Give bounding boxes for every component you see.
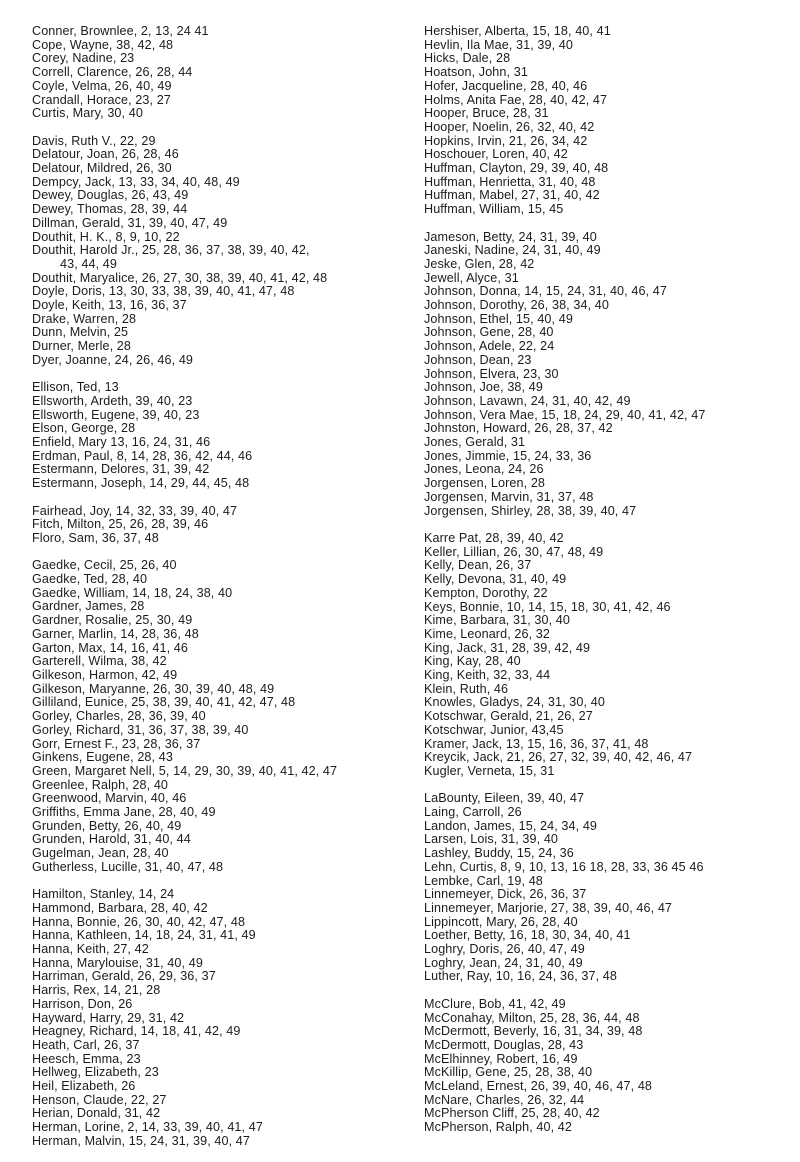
index-entry: Hamilton, Stanley, 14, 24 (32, 887, 175, 902)
index-entry: Gorley, Charles, 28, 36, 39, 40 (32, 709, 206, 724)
index-entry: Laing, Carroll, 26 (424, 805, 522, 820)
index-entry: Johnson, Dean, 23 (424, 352, 532, 367)
index-entry: Gorr, Ernest F., 23, 28, 36, 37 (32, 736, 201, 751)
index-entry: Dewey, Thomas, 28, 39, 44 (32, 202, 188, 217)
index-entry: Johnson, Elvera, 23, 30 (424, 366, 559, 381)
index-letter-group (424, 532, 800, 779)
index-entry: Henson, Claude, 22, 27 (32, 1092, 167, 1107)
index-entry: Kime, Barbara, 31, 30, 40 (424, 613, 571, 628)
index-entry: Hoschouer, Loren, 40, 42 (424, 147, 568, 162)
index-entry: LaBounty, Eileen, 39, 40, 47 (424, 791, 585, 806)
index-entry: Hooper, Noelin, 26, 32, 40, 42 (424, 119, 595, 134)
index-letter-group (424, 231, 800, 519)
index-entry: King, Kay, 28, 40 (424, 654, 521, 669)
index-entry: Douthit, Harold Jr., 25, 28, 36, 37, 38, 39, 40, 42, (32, 243, 310, 258)
index-letter-group (32, 888, 402, 1148)
index-entry: Durner, Merle, 28 (32, 339, 131, 354)
index-entry: Huffman, Mabel, 27, 31, 40, 42 (424, 188, 600, 203)
index-entry: Conner, Brownlee, 2, 13, 24 41 (32, 24, 209, 38)
index-entry: Gilkeson, Harmon, 42, 49 (32, 667, 178, 682)
index-entry: Landon, James, 15, 24, 34, 49 (424, 818, 598, 833)
index-entry: Green, Margaret Nell, 5, 14, 29, 30, 39, 40, 41, 42, 47 (32, 763, 338, 778)
index-entry: Hanna, Marylouise, 31, 40, 49 (32, 955, 203, 970)
index-entry: Huffman, Clayton, 29, 39, 40, 48 (424, 161, 609, 176)
index-entry: King, Jack, 31, 28, 39, 42, 49 (424, 640, 591, 655)
index-column-right (424, 25, 800, 1149)
index-entry: Linnemeyer, Dick, 26, 36, 37 (424, 887, 587, 902)
index-entry: Fairhead, Joy, 14, 32, 33, 39, 40, 47 (32, 503, 238, 518)
index-entry: Knowles, Gladys, 24, 31, 30, 40 (424, 695, 605, 710)
index-entry: Kramer, Jack, 13, 15, 16, 36, 37, 41, 48 (424, 736, 649, 751)
index-entry: Lippincott, Mary, 26, 28, 40 (424, 914, 578, 929)
index-entry: Kreycik, Jack, 21, 26, 27, 32, 39, 40, 42, 46, 47 (424, 750, 693, 765)
index-entry: Jones, Gerald, 31 (424, 435, 526, 450)
index-entry: Luther, Ray, 10, 16, 24, 36, 37, 48 (424, 969, 618, 984)
index-entry: Gaedke, Cecil, 25, 26, 40 (32, 558, 177, 573)
index-entry: Corey, Nadine, 23 (32, 51, 135, 66)
index-entry: McClure, Bob, 41, 42, 49 (424, 996, 566, 1011)
index-entry: Karre Pat, 28, 39, 40, 42 (424, 530, 564, 545)
index-entry: Doyle, Keith, 13, 16, 36, 37 (32, 298, 187, 313)
index-entry: Herman, Lorine, 2, 14, 33, 39, 40, 41, 47 (32, 1120, 263, 1135)
index-entry: Correll, Clarence, 26, 28, 44 (32, 65, 193, 80)
index-entry: Greenlee, Ralph, 28, 40 (32, 777, 169, 792)
index-entry: Delatour, Mildred, 26, 30 (32, 161, 172, 176)
index-entry: Kotschwar, Gerald, 21, 26, 27 (424, 709, 593, 724)
index-entry: McConahay, Milton, 25, 28, 36, 44, 48 (424, 1010, 640, 1025)
index-entry: Lembke, Carl, 19, 48 (424, 873, 543, 888)
index-entry: Coyle, Velma, 26, 40, 49 (32, 78, 172, 93)
index-entry: Curtis, Mary, 30, 40 (32, 106, 143, 121)
index-entry: Gugelman, Jean, 28, 40 (32, 846, 169, 861)
index-letter-group (424, 998, 800, 1135)
index-entry: Dillman, Gerald, 31, 39, 40, 47, 49 (32, 215, 228, 230)
index-entry: Drake, Warren, 28 (32, 311, 137, 326)
index-entry: Gilkeson, Maryanne, 26, 30, 39, 40, 48, 49 (32, 681, 275, 696)
index-entry: Dempcy, Jack, 13, 33, 34, 40, 48, 49 (32, 174, 240, 189)
index-entry: Griffiths, Emma Jane, 28, 40, 49 (32, 805, 216, 820)
index-entry: 43, 44, 49 (60, 256, 118, 271)
index-entry: Gorley, Richard, 31, 36, 37, 38, 39, 40 (32, 722, 249, 737)
index-entry: Grunden, Harold, 31, 40, 44 (32, 832, 191, 847)
index-entry: Delatour, Joan, 26, 28, 46 (32, 147, 179, 162)
index-entry: Gilliland, Eunice, 25, 38, 39, 40, 41, 42, 47, 48 (32, 695, 296, 710)
index-entry: McNare, Charles, 26, 32, 44 (424, 1092, 585, 1107)
index-entry: McDermott, Douglas, 28, 43 (424, 1037, 584, 1052)
index-entry: Jorgensen, Marvin, 31, 37, 48 (424, 489, 594, 504)
index-entry: Huffman, Henrietta, 31, 40, 48 (424, 174, 596, 189)
index-entry: Johnson, Gene, 28, 40 (424, 325, 554, 340)
index-entry: Cope, Wayne, 38, 42, 48 (32, 37, 174, 52)
index-entry: Gaedke, Ted, 28, 40 (32, 572, 148, 587)
index-entry: Jorgensen, Loren, 28 (424, 476, 546, 491)
index-entry: Hopkins, Irvin, 21, 26, 34, 42 (424, 133, 588, 148)
index-entry: Hanna, Bonnie, 26, 30, 40, 42, 47, 48 (32, 914, 246, 929)
index-entry: Jones, Leona, 24, 26 (424, 462, 544, 477)
index-column-left (32, 25, 402, 1162)
index-entry: Lashley, Buddy, 15, 24, 36 (424, 846, 574, 861)
index-entry: Estermann, Delores, 31, 39, 42 (32, 462, 210, 477)
index-entry: Kelly, Devona, 31, 40, 49 (424, 572, 567, 587)
index-entry: Hevlin, Ila Mae, 31, 39, 40 (424, 37, 574, 52)
index-entry: Harrison, Don, 26 (32, 996, 133, 1011)
index-entry: Janeski, Nadine, 24, 31, 40, 49 (424, 243, 601, 258)
index-entry: Lehn, Curtis, 8, 9, 10, 13, 16 18, 28, 33, 36 45 46 (424, 859, 704, 874)
index-entry: Hooper, Bruce, 28, 31 (424, 106, 549, 121)
index-entry: McDermott, Beverly, 16, 31, 34, 39, 48 (424, 1024, 643, 1039)
index-entry: Jewell, Alyce, 31 (424, 270, 519, 285)
index-letter-group (424, 792, 800, 984)
index-entry: Hanna, Keith, 27, 42 (32, 942, 149, 957)
index-entry: Floro, Sam, 36, 37, 48 (32, 530, 159, 545)
index-entry: Loether, Betty, 16, 18, 30, 34, 40, 41 (424, 928, 631, 943)
index-letter-group (32, 505, 402, 546)
index-entry: Jeske, Glen, 28, 42 (424, 256, 535, 271)
index-entry: Greenwood, Marvin, 40, 46 (32, 791, 187, 806)
index-entry: Johnson, Lavawn, 24, 31, 40, 42, 49 (424, 393, 631, 408)
index-entry: Huffman, William, 15, 45 (424, 202, 564, 217)
index-entry: Klein, Ruth, 46 (424, 681, 509, 696)
index-entry: Heagney, Richard, 14, 18, 41, 42, 49 (32, 1024, 241, 1039)
index-entry: McElhinney, Robert, 16, 49 (424, 1051, 578, 1066)
index-entry: Grunden, Betty, 26, 40, 49 (32, 818, 182, 833)
index-entry: Fitch, Milton, 25, 26, 28, 39, 46 (32, 517, 209, 532)
index-entry: Hellweg, Elizabeth, 23 (32, 1065, 159, 1080)
index-entry: Ellsworth, Eugene, 39, 40, 23 (32, 407, 200, 422)
index-entry: Herian, Donald, 31, 42 (32, 1106, 161, 1121)
index-letter-group (32, 135, 402, 368)
index-entry: Garton, Max, 14, 16, 41, 46 (32, 640, 189, 655)
index-entry: Estermann, Joseph, 14, 29, 44, 45, 48 (32, 476, 250, 491)
index-entry: Kelly, Dean, 26, 37 (424, 558, 532, 573)
index-entry: Erdman, Paul, 8, 14, 28, 36, 42, 44, 46 (32, 448, 253, 463)
index-entry: Garterell, Wilma, 38, 42 (32, 654, 167, 669)
index-entry: McPherson, Ralph, 40, 42 (424, 1120, 573, 1135)
index-entry: Elson, George, 28 (32, 421, 136, 436)
index-entry: Ellsworth, Ardeth, 39, 40, 23 (32, 393, 193, 408)
index-entry: Kotschwar, Junior, 43,45 (424, 722, 564, 737)
index-entry: Keller, Lillian, 26, 30, 47, 48, 49 (424, 544, 604, 559)
index-entry: Loghry, Doris, 26, 40, 47, 49 (424, 942, 585, 957)
index-entry: Kempton, Dorothy, 22 (424, 585, 548, 600)
index-entry: Hicks, Dale, 28 (424, 51, 511, 66)
index-entry: Johnson, Joe, 38, 49 (424, 380, 543, 395)
index-entry: Gutherless, Lucille, 31, 40, 47, 48 (32, 859, 224, 874)
index-entry: Heesch, Emma, 23 (32, 1051, 141, 1066)
index-letter-group (32, 381, 402, 491)
index-entry: Crandall, Horace, 23, 27 (32, 92, 171, 107)
index-entry: Johnson, Ethel, 15, 40, 49 (424, 311, 573, 326)
index-entry: King, Keith, 32, 33, 44 (424, 668, 551, 683)
index-entry: Hammond, Barbara, 28, 40, 42 (32, 900, 208, 915)
index-entry: Jameson, Betty, 24, 31, 39, 40 (424, 229, 597, 244)
index-entry: Doyle, Doris, 13, 30, 33, 38, 39, 40, 41, 47, 48 (32, 284, 295, 299)
index-entry: McKillip, Gene, 25, 28, 38, 40 (424, 1065, 593, 1080)
index-letter-group (424, 25, 800, 217)
index-entry: Jones, Jimmie, 15, 24, 33, 36 (424, 448, 592, 463)
index-entry: Davis, Ruth V., 22, 29 (32, 133, 156, 148)
index-letter-group (32, 559, 402, 874)
index-entry: Johnston, Howard, 26, 28, 37, 42 (424, 421, 613, 436)
index-entry: Kime, Leonard, 26, 32 (424, 626, 551, 641)
index-entry: Larsen, Lois, 31, 39, 40 (424, 832, 559, 847)
index-entry: Dunn, Melvin, 25 (32, 325, 129, 340)
index-entry: Ellison, Ted, 13 (32, 380, 119, 395)
index-entry: Enfield, Mary 13, 16, 24, 31, 46 (32, 435, 211, 450)
index-entry: Hanna, Kathleen, 14, 18, 24, 31, 41, 49 (32, 928, 256, 943)
index-entry: Harris, Rex, 14, 21, 28 (32, 983, 161, 998)
index-entry: Hershiser, Alberta, 15, 18, 40, 41 (424, 24, 611, 38)
index-entry: Heath, Carl, 26, 37 (32, 1037, 140, 1052)
index-entry: Hoatson, John, 31 (424, 65, 528, 80)
index-entry: Hofer, Jacqueline, 28, 40, 46 (424, 78, 588, 93)
index-entry: Loghry, Jean, 24, 31, 40, 49 (424, 955, 583, 970)
index-entry: McLeland, Ernest, 26, 39, 40, 46, 47, 48 (424, 1079, 653, 1094)
index-entry: Linnemeyer, Marjorie, 27, 38, 39, 40, 46, 47 (424, 900, 673, 915)
index-entry: Herman, Malvin, 15, 24, 31, 39, 40, 47 (32, 1133, 251, 1148)
index-entry: Johnson, Adele, 22, 24 (424, 339, 555, 354)
index-entry: Kugler, Verneta, 15, 31 (424, 763, 555, 778)
index-entry: Gaedke, William, 14, 18, 24, 38, 40 (32, 585, 233, 600)
index-entry: Garner, Marlin, 14, 28, 36, 48 (32, 626, 199, 641)
index-entry: Gardner, James, 28 (32, 599, 145, 614)
index-entry: Hayward, Harry, 29, 31, 42 (32, 1010, 185, 1025)
index-entry: Keys, Bonnie, 10, 14, 15, 18, 30, 41, 42, 46 (424, 599, 671, 614)
index-entry: Dewey, Douglas, 26, 43, 49 (32, 188, 189, 203)
index-entry: Harriman, Gerald, 26, 29, 36, 37 (32, 969, 216, 984)
index-entry: Dyer, Joanne, 24, 26, 46, 49 (32, 352, 194, 367)
index-entry: Jorgensen, Shirley, 28, 38, 39, 40, 47 (424, 503, 637, 518)
index-entry: Douthit, Maryalice, 26, 27, 30, 38, 39, 40, 41, 42, 48 (32, 270, 328, 285)
index-entry: Gardner, Rosalie, 25, 30, 49 (32, 613, 193, 628)
index-entry: Heil, Elizabeth, 26 (32, 1079, 136, 1094)
index-entry: Douthit, H. K., 8, 9, 10, 22 (32, 229, 180, 244)
index-entry: Holms, Anita Fae, 28, 40, 42, 47 (424, 92, 608, 107)
index-letter-group (32, 25, 402, 121)
index-entry: Johnson, Vera Mae, 15, 18, 24, 29, 40, 41, 42, 47 (424, 407, 706, 422)
index-entry: Johnson, Dorothy, 26, 38, 34, 40 (424, 298, 609, 313)
index-entry: Ginkens, Eugene, 28, 43 (32, 750, 173, 765)
index-entry: McPherson Cliff, 25, 28, 40, 42 (424, 1106, 600, 1121)
index-entry: Johnson, Donna, 14, 15, 24, 31, 40, 46, 47 (424, 284, 667, 299)
